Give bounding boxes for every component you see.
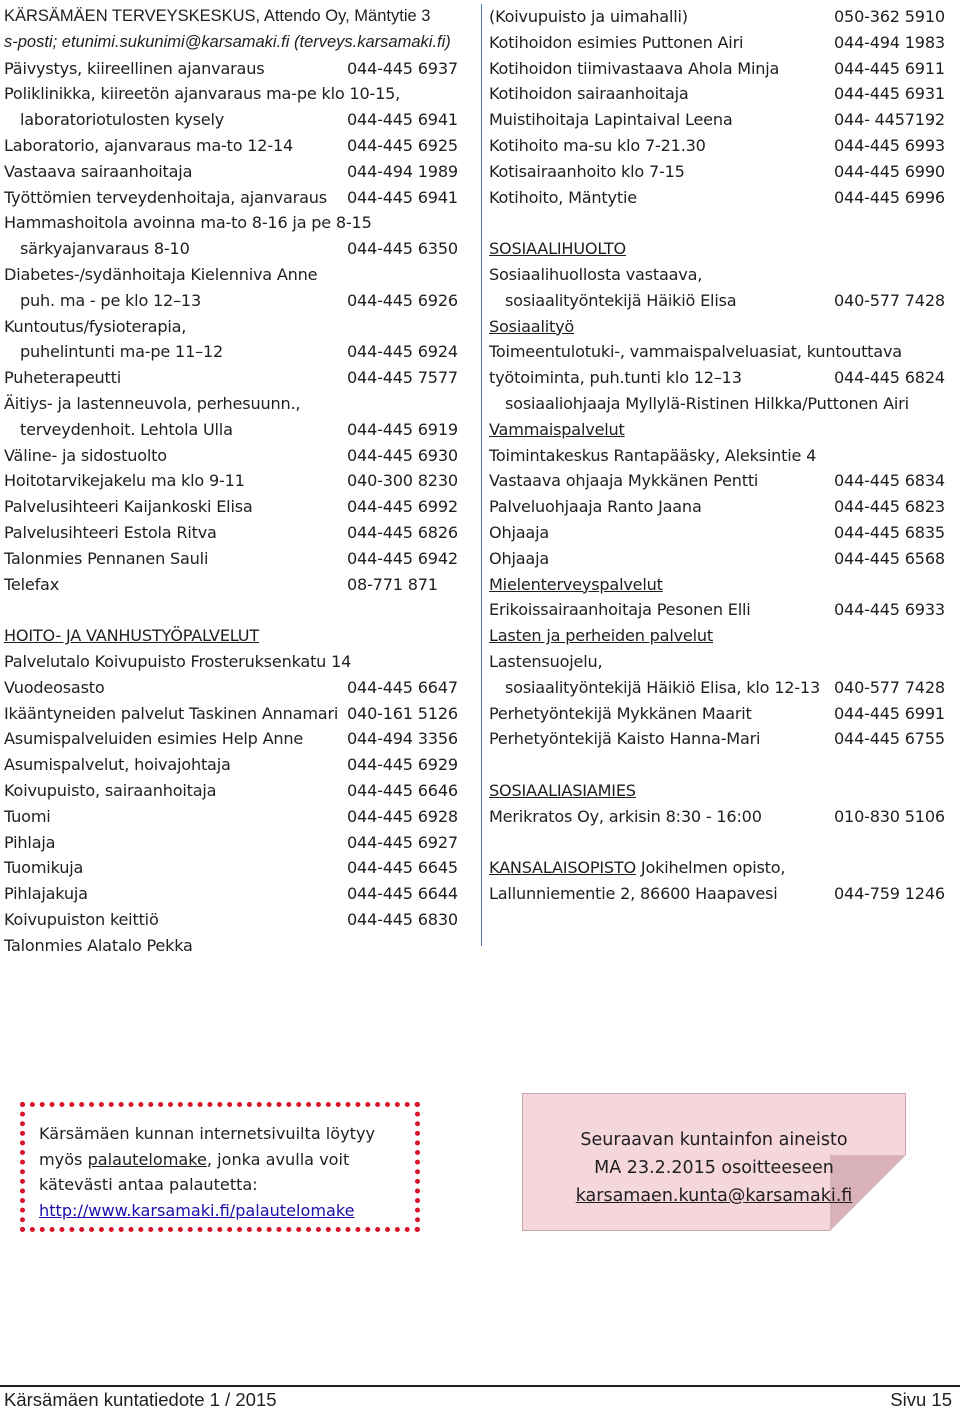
directory-entry (4, 520, 466, 546)
phone-number: 044-445 6931 (834, 84, 945, 104)
feedback-text-line1: Kärsämäen kunnan internetsivuilta löytyy (39, 1124, 375, 1143)
entry-label: Kotihoidon tiimivastaava Ahola Minja (489, 58, 780, 78)
directory-entry (4, 30, 466, 56)
entry-label: Pihlaja (4, 832, 56, 852)
entry-label: Laboratorio, ajanvaraus ma-to 12-14 (4, 135, 294, 155)
phone-number: 08-771 871 (347, 574, 438, 594)
section-heading-text: HOITO- JA VANHUSTYÖPALVELUT (4, 626, 259, 646)
entry-label: s-posti; etunimi.sukunimi@karsamaki.fi (terveys.karsamaki.fi) (4, 32, 451, 51)
feedback-form-term: palautelomake (87, 1149, 207, 1169)
phone-number: 040-300 8230 (347, 471, 458, 491)
entry-label: Vastaava ohjaaja Mykkänen Pentti (489, 471, 759, 491)
directory-entry (489, 56, 951, 82)
directory-entry (4, 159, 466, 185)
entry-label: Palvelusihteeri Estola Ritva (4, 522, 217, 542)
entry-label: Vastaava sairaanhoitaja (4, 161, 193, 181)
phone-number: 044-445 6350 (347, 239, 458, 259)
directory-entry (4, 855, 466, 881)
section-heading-text: Mielenterveyspalvelut (489, 574, 663, 594)
entry-label: Hoitotarvikejakelu ma klo 9-11 (4, 471, 245, 491)
entry-label: Toimintakeskus Rantapääsky, Aleksintie 4 (489, 445, 817, 465)
phone-number: 044-445 6926 (347, 290, 458, 310)
next-issue-email-link[interactable]: karsamaen.kunta@karsamaki.fi (575, 1186, 853, 1206)
entry-label: Kotihoidon sairaanhoitaja (489, 84, 689, 104)
feedback-form-link[interactable]: http://www.karsamaki.fi/palautelomake (39, 1200, 355, 1220)
entry-label: Lastensuojelu, (489, 651, 603, 671)
phone-number: 044-445 6830 (347, 909, 458, 929)
phone-number: 044-445 6645 (347, 858, 458, 878)
directory-entry (489, 881, 951, 907)
directory-entry (489, 494, 951, 520)
feedback-text-line2 (39, 1147, 375, 1173)
directory-entry (489, 107, 951, 133)
directory-entry (489, 30, 951, 56)
right-column (489, 4, 951, 907)
phone-number: 044-445 6925 (347, 135, 458, 155)
column-divider (481, 4, 482, 946)
directory-entry (4, 907, 466, 933)
entry-label (489, 855, 785, 881)
directory-entry (4, 210, 466, 236)
directory-entry (4, 4, 466, 30)
directory-entry (4, 391, 466, 417)
directory-entry (489, 262, 951, 288)
phone-number: 044-445 6919 (347, 419, 458, 439)
entry-label: Erikoissairaanhoitaja Pesonen Elli (489, 600, 751, 620)
directory-entry (489, 520, 951, 546)
phone-number: 050-362 5910 (834, 7, 945, 26)
feedback-notice-box (20, 1102, 420, 1232)
directory-entry (489, 855, 951, 881)
phone-number: 044-445 6568 (834, 548, 945, 568)
phone-number: 040-161 5126 (347, 703, 458, 723)
entry-label: Koivupuisto, sairaanhoitaja (4, 780, 217, 800)
page-footer (0, 1385, 960, 1415)
section-heading (489, 572, 951, 598)
phone-number: 044-445 6933 (834, 600, 945, 620)
directory-entry (4, 417, 466, 443)
directory-entry (4, 314, 466, 340)
directory-entry (4, 288, 466, 314)
entry-label: Päivystys, kiireellinen ajanvaraus (4, 58, 265, 78)
entry-label: Talonmies Alatalo Pekka (4, 935, 193, 955)
entry-label: laboratoriotulosten kysely (20, 110, 225, 130)
section-heading-text: Vammaispalvelut (489, 419, 625, 439)
entry-label: Hammashoitola avoinna ma-to 8-16 ja pe 8-15 (4, 213, 372, 233)
feedback-text-line3: kätevästi antaa palautetta: (39, 1175, 258, 1194)
section-heading-text: KANSALAISOPISTO (489, 858, 636, 878)
directory-entry (4, 236, 466, 262)
footer-publication: Kärsämäen kuntatiedote 1 / 2015 (4, 1389, 277, 1410)
entry-label: Kotihoito, Mäntytie (489, 187, 637, 207)
directory-entry (489, 804, 951, 830)
feedback-text-line2-end: , jonka avulla voit (206, 1149, 350, 1169)
entry-label: Väline- ja sidostuolto (4, 445, 167, 465)
next-issue-line1: Seuraavan kuntainfon aineisto (580, 1130, 848, 1150)
phone-number: 044-445 6647 (347, 677, 458, 697)
next-issue-note (522, 1093, 906, 1231)
directory-entry (4, 365, 466, 391)
entry-label: Perhetyöntekijä Mykkänen Maarit (489, 703, 752, 723)
feedback-text-line2-start: myös (39, 1149, 88, 1169)
phone-number: 044-445 6826 (347, 522, 458, 542)
phone-number: 044-445 6993 (834, 135, 945, 155)
entry-label: Puheterapeutti (4, 368, 122, 388)
entry-label: Työttömien terveydenhoitaja, ajanvaraus (4, 187, 327, 207)
phone-number: 044-445 6824 (834, 368, 945, 388)
section-heading (489, 623, 951, 649)
entry-label: Kotihoidon esimies Puttonen Airi (489, 32, 744, 52)
entry-label: Tuomikuja (4, 858, 84, 878)
phone-number: 044-445 6941 (347, 110, 458, 130)
phone-number: 044-445 7577 (347, 368, 458, 388)
directory-entry (4, 933, 466, 959)
directory-entry (4, 830, 466, 856)
phone-number: 044-445 6927 (347, 832, 458, 852)
footer-page-number: Sivu 15 (890, 1389, 952, 1410)
blank-line (489, 210, 951, 236)
directory-entry (4, 468, 466, 494)
directory-entry (489, 133, 951, 159)
phone-number: 044-445 6644 (347, 884, 458, 904)
directory-entry (489, 546, 951, 572)
directory-entry (4, 494, 466, 520)
entry-label: Telefax (4, 574, 60, 594)
directory-entry (489, 701, 951, 727)
blank-line (4, 597, 466, 623)
directory-entry (489, 185, 951, 211)
entry-label: Poliklinikka, kiireetön ajanvaraus ma-pe klo 10-15, (4, 84, 401, 104)
entry-label: sosiaalityöntekijä Häikiö Elisa (505, 290, 737, 310)
directory-entry (489, 597, 951, 623)
phone-number: 044-445 6990 (834, 161, 945, 181)
phone-number: 044-445 6834 (834, 471, 945, 491)
entry-label: puh. ma - pe klo 12–13 (20, 290, 202, 310)
entry-label: Kuntoutus/fysioterapia, (4, 316, 187, 336)
entry-label: Koivupuiston keittiö (4, 909, 159, 929)
entry-label: Sosiaalihuollosta vastaava, (489, 264, 703, 284)
phone-number: 044-494 1989 (347, 161, 458, 181)
directory-entry (489, 649, 951, 675)
entry-label: (Koivupuisto ja uimahalli) (489, 7, 688, 26)
entry-label: Toimeentulotuki-, vammaispalveluasiat, kuntouttava (489, 342, 902, 362)
entry-label: Muistihoitaja Lapintaival Leena (489, 110, 733, 130)
directory-entry (4, 675, 466, 701)
entry-label: Ikääntyneiden palvelut Taskinen Annamari (4, 703, 339, 723)
directory-entry (4, 804, 466, 830)
entry-label: sosiaalityöntekijä Häikiö Elisa, klo 12-13 (505, 677, 820, 697)
phone-number: 044-445 6991 (834, 703, 945, 723)
entry-label: Pihlajakuja (4, 884, 88, 904)
entry-label: Asumispalveluiden esimies Help Anne (4, 729, 304, 749)
entry-label-rest: Jokihelmen opisto, (635, 858, 786, 878)
phone-number: 044-445 6930 (347, 445, 458, 465)
entry-label: Ohjaaja (489, 548, 549, 568)
phone-number: 044-445 6928 (347, 806, 458, 826)
section-heading-text: SOSIAALIHUOLTO (489, 239, 627, 259)
section-heading-text: Sosiaalityö (489, 316, 575, 336)
entry-label: Tuomi (4, 806, 51, 826)
entry-label: Palvelusihteeri Kaijankoski Elisa (4, 497, 253, 517)
phone-number: 044-445 6646 (347, 780, 458, 800)
entry-label: puhelintunti ma-pe 11–12 (20, 342, 224, 362)
entry-label: Asumispalvelut, hoivajohtaja (4, 755, 231, 775)
entry-label: Palvelutalo Koivupuisto Frosteruksenkatu 14 (4, 651, 352, 671)
directory-entry (4, 185, 466, 211)
directory-entry (4, 881, 466, 907)
directory-entry (4, 701, 466, 727)
section-heading (489, 778, 951, 804)
directory-entry (489, 443, 951, 469)
directory-entry (4, 572, 466, 598)
entry-label: Diabetes-/sydänhoitaja Kielenniva Anne (4, 264, 318, 284)
entry-label: KÄRSÄMÄEN TERVEYSKESKUS, Attendo Oy, Mäntytie 3 (4, 7, 431, 25)
section-heading (4, 623, 466, 649)
directory-entry (489, 726, 951, 752)
directory-entry (4, 56, 466, 82)
directory-entry (489, 288, 951, 314)
phone-number: 044-445 6929 (347, 755, 458, 775)
phone-number: 044-494 3356 (347, 729, 458, 749)
next-issue-deadline: MA 23.2.2015 osoitteeseen (594, 1158, 834, 1178)
entry-label: Vuodeosasto (4, 677, 105, 697)
phone-number: 044-445 6823 (834, 497, 945, 517)
entry-label: sosiaaliohjaaja Myllylä-Ristinen Hilkka/Puttonen Airi (505, 393, 909, 413)
directory-entry (4, 81, 466, 107)
directory-entry (4, 546, 466, 572)
entry-label: Talonmies Pennanen Sauli (4, 548, 209, 568)
section-heading (489, 236, 951, 262)
phone-number: 044-445 6941 (347, 187, 458, 207)
directory-entry (489, 81, 951, 107)
phone-number: 010-830 5106 (834, 806, 945, 826)
phone-number: 044-445 6996 (834, 187, 945, 207)
section-heading (489, 417, 951, 443)
directory-entry (4, 778, 466, 804)
phone-number: 044-445 6911 (834, 58, 945, 78)
entry-label: Kotihoito ma-su klo 7-21.30 (489, 135, 706, 155)
directory-entry (4, 339, 466, 365)
entry-label: Äitiys- ja lastenneuvola, perhesuunn., (4, 393, 301, 413)
entry-label: Perhetyöntekijä Kaisto Hanna-Mari (489, 729, 761, 749)
directory-entry (4, 752, 466, 778)
phone-number: 044-445 6942 (347, 548, 458, 568)
directory-entry (489, 4, 951, 30)
entry-label: Kotisairaanhoito klo 7-15 (489, 161, 685, 181)
directory-entry (489, 159, 951, 185)
directory-entry (489, 468, 951, 494)
phone-number: 044-445 6835 (834, 522, 945, 542)
phone-number: 040-577 7428 (834, 677, 945, 697)
entry-label: särkyajanvaraus 8-10 (20, 239, 190, 259)
directory-entry (489, 675, 951, 701)
entry-label: Merikratos Oy, arkisin 8:30 - 16:00 (489, 806, 762, 826)
entry-label: Palveluohjaaja Ranto Jaana (489, 497, 702, 517)
directory-entry (4, 443, 466, 469)
blank-line (489, 752, 951, 778)
entry-label: terveydenhoit. Lehtola Ulla (20, 419, 233, 439)
phone-number: 044-759 1246 (834, 884, 945, 904)
directory-entry (4, 133, 466, 159)
entry-label: Ohjaaja (489, 522, 549, 542)
phone-number: 044-445 6755 (834, 729, 945, 749)
directory-entry (4, 262, 466, 288)
directory-entry (4, 107, 466, 133)
phone-number: 044-445 6992 (347, 497, 458, 517)
phone-number: 044-445 6924 (347, 342, 458, 362)
blank-line (489, 830, 951, 856)
directory-entry (4, 726, 466, 752)
directory-entry (489, 339, 951, 365)
phone-number: 040-577 7428 (834, 290, 945, 310)
directory-entry (489, 365, 951, 391)
section-heading (489, 314, 951, 340)
section-heading-text: SOSIAALIASIAMIES (489, 780, 636, 800)
left-column (4, 4, 466, 958)
directory-entry (4, 649, 466, 675)
phone-number: 044-445 6937 (347, 58, 458, 78)
phone-number: 044-494 1983 (834, 32, 945, 52)
entry-label: Lallunniementie 2, 86600 Haapavesi (489, 884, 778, 904)
phone-number: 044- 4457192 (834, 110, 945, 130)
directory-entry (489, 391, 951, 417)
entry-label: työtoiminta, puh.tunti klo 12–13 (489, 368, 742, 388)
section-heading-text: Lasten ja perheiden palvelut (489, 626, 714, 646)
